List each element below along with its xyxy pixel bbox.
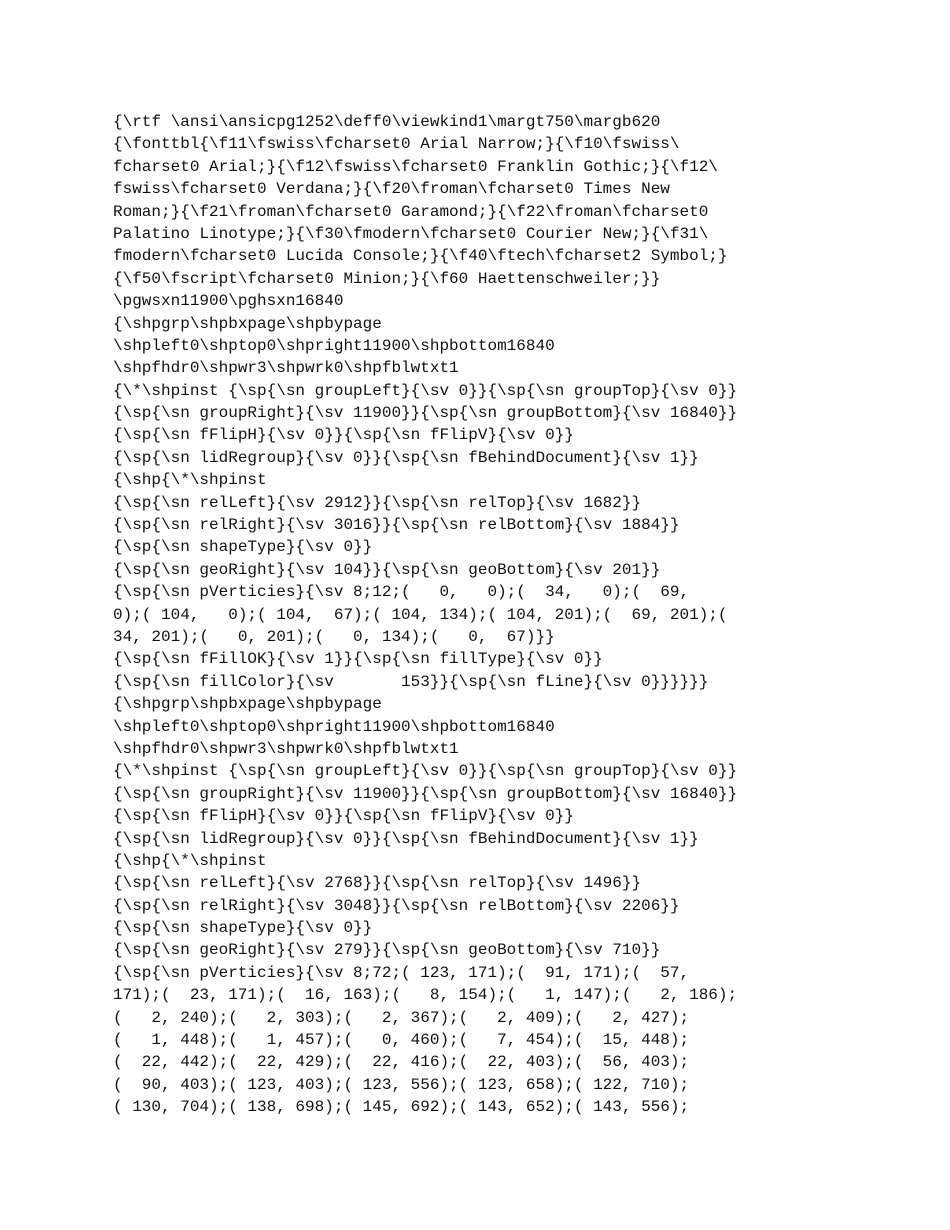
code-line: {\sp{\sn relRight}{\sv 3016}}{\sp{\sn relBottom}{\sv 1884}} <box>113 516 680 535</box>
code-line: fcharset0 Arial;}{\f12\fswiss\fcharset0 Franklin Gothic;}{\f12\ <box>113 157 718 176</box>
code-line: {\sp{\sn lidRegroup}{\sv 0}}{\sp{\sn fBehindDocument}{\sv 1}} <box>113 448 699 467</box>
code-line: {\shpgrp\shpbxpage\shpbypage <box>113 695 382 714</box>
rtf-source-text <box>113 111 853 1119</box>
code-line: {\shp{\*\shpinst <box>113 851 267 870</box>
code-line: {\sp{\sn relRight}{\sv 3048}}{\sp{\sn relBottom}{\sv 2206}} <box>113 896 680 915</box>
code-line: {\sp{\sn pVerticies}{\sv 8;72;( 123, 171);( 91, 171);( 57, <box>113 963 690 982</box>
code-line: {\rtf \ansi\ansicpg1252\deff0\viewkind1\margt750\margb620 <box>113 113 661 131</box>
code-line: ( 90, 403);( 123, 403);( 123, 556);( 123, 658);( 122, 710); <box>113 1075 690 1094</box>
code-line: {\sp{\sn fFillOK}{\sv 1}}{\sp{\sn fillType}{\sv 0}} <box>113 650 603 669</box>
code-line: \pgwsxn11900\pghsxn16840 <box>113 292 344 311</box>
code-line: fmodern\fcharset0 Lucida Console;}{\f40\ftech\fcharset2 Symbol;} <box>113 247 728 266</box>
code-line: {\fonttbl{\f11\fswiss\fcharset0 Arial Narrow;}{\f10\fswiss\ <box>113 135 680 154</box>
code-line: \shpleft0\shptop0\shpright11900\shpbottom16840 <box>113 717 555 736</box>
code-line: {\shpgrp\shpbxpage\shpbypage <box>113 314 382 333</box>
code-line: {\sp{\sn geoRight}{\sv 104}}{\sp{\sn geoBottom}{\sv 201}} <box>113 560 661 579</box>
code-line: ( 2, 240);( 2, 303);( 2, 367);( 2, 409);( 2, 427); <box>113 1008 690 1027</box>
code-line: {\sp{\sn groupRight}{\sv 11900}}{\sp{\sn groupBottom}{\sv 16840}} <box>113 404 738 423</box>
code-line: fswiss\fcharset0 Verdana;}{\f20\froman\fcharset0 Times New <box>113 180 670 199</box>
code-line: {\sp{\sn lidRegroup}{\sv 0}}{\sp{\sn fBehindDocument}{\sv 1}} <box>113 829 699 848</box>
code-line: {\sp{\sn relLeft}{\sv 2912}}{\sp{\sn relTop}{\sv 1682}} <box>113 493 642 512</box>
code-line: {\shp{\*\shpinst <box>113 471 267 490</box>
code-line: {\sp{\sn pVerticies}{\sv 8;12;( 0, 0);( 34, 0);( 69, <box>113 583 690 602</box>
code-line: 0);( 104, 0);( 104, 67);( 104, 134);( 104, 201);( 69, 201);( <box>113 605 728 624</box>
code-line: {\sp{\sn fFlipH}{\sv 0}}{\sp{\sn fFlipV}{\sv 0}} <box>113 807 574 826</box>
code-line: {\sp{\sn geoRight}{\sv 279}}{\sp{\sn geoBottom}{\sv 710}} <box>113 941 661 960</box>
code-line: 34, 201);( 0, 201);( 0, 134);( 0, 67)}} <box>113 627 555 646</box>
code-line: Palatino Linotype;}{\f30\fmodern\fcharset0 Courier New;}{\f31\ <box>113 224 709 243</box>
code-line: {\f50\fscript\fcharset0 Minion;}{\f60 Haettenschweiler;}} <box>113 269 661 288</box>
code-line: {\sp{\sn groupRight}{\sv 11900}}{\sp{\sn groupBottom}{\sv 16840}} <box>113 784 738 803</box>
code-line: ( 1, 448);( 1, 457);( 0, 460);( 7, 454);( 15, 448); <box>113 1031 690 1050</box>
code-line: \shpfhdr0\shpwr3\shpwrk0\shpfblwtxt1 <box>113 739 459 758</box>
code-line: {\sp{\sn relLeft}{\sv 2768}}{\sp{\sn relTop}{\sv 1496}} <box>113 874 642 893</box>
code-line: ( 130, 704);( 138, 698);( 145, 692);( 143, 652);( 143, 556); <box>113 1098 690 1117</box>
code-line: {\*\shpinst {\sp{\sn groupLeft}{\sv 0}}{\sp{\sn groupTop}{\sv 0}} <box>113 762 738 781</box>
code-line: {\*\shpinst {\sp{\sn groupLeft}{\sv 0}}{\sp{\sn groupTop}{\sv 0}} <box>113 381 738 400</box>
code-line: {\sp{\sn shapeType}{\sv 0}} <box>113 919 373 938</box>
code-line: Roman;}{\f21\froman\fcharset0 Garamond;}{\f22\froman\fcharset0 <box>113 202 709 221</box>
code-line: ( 22, 442);( 22, 429);( 22, 416);( 22, 403);( 56, 403); <box>113 1053 690 1072</box>
code-line: {\sp{\sn fillColor}{\sv 153}}{\sp{\sn fLine}{\sv 0}}}}}} <box>113 672 709 691</box>
code-line: {\sp{\sn shapeType}{\sv 0}} <box>113 538 373 557</box>
code-line: \shpleft0\shptop0\shpright11900\shpbottom16840 <box>113 336 555 355</box>
code-line: 171);( 23, 171);( 16, 163);( 8, 154);( 1, 147);( 2, 186); <box>113 986 738 1005</box>
code-line: {\sp{\sn fFlipH}{\sv 0}}{\sp{\sn fFlipV}{\sv 0}} <box>113 426 574 445</box>
code-line: \shpfhdr0\shpwr3\shpwrk0\shpfblwtxt1 <box>113 359 459 378</box>
